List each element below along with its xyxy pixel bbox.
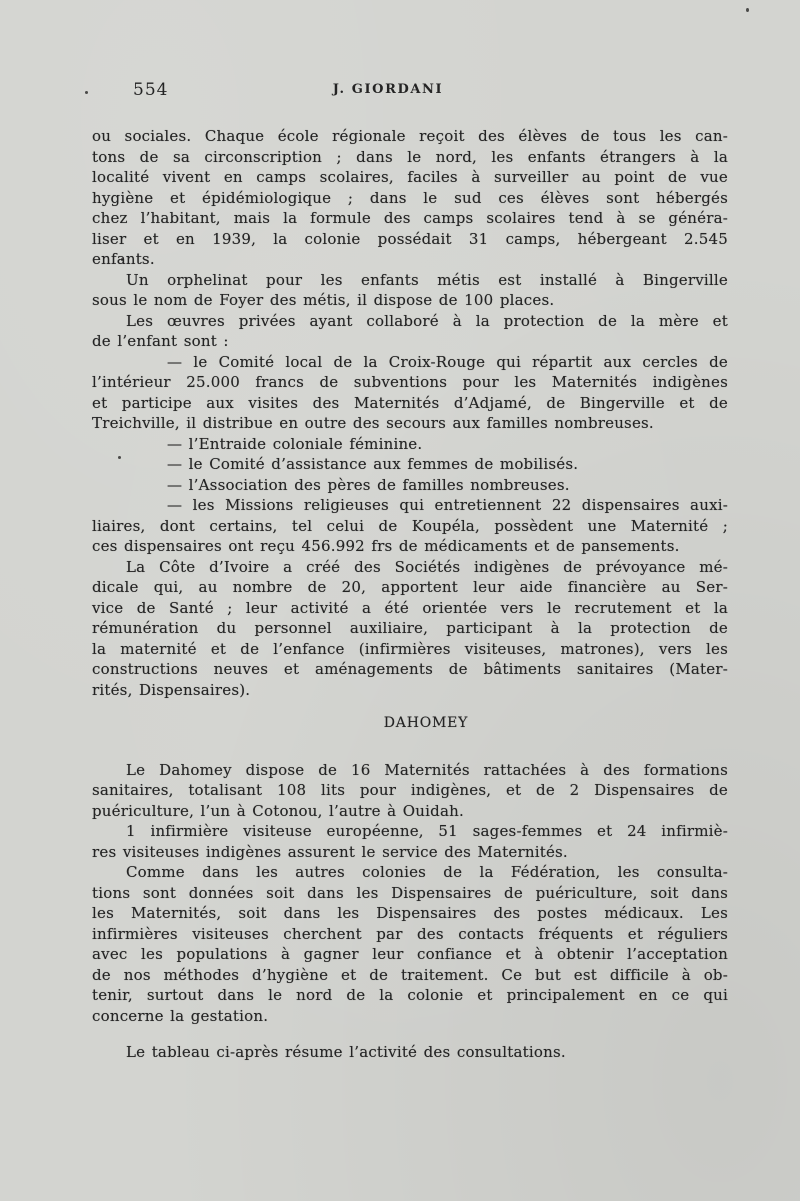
text-line: Le Dahomey dispose de 16 Maternités rattachées à des formations: [126, 760, 728, 779]
text-line: — l’Association des pères de familles nombreuses.: [167, 475, 570, 494]
text-line: — les Missions religieuses qui entretiennent 22 dispensaires auxi-: [167, 496, 728, 514]
text-line: tenir, surtout dans le nord de la colonie et principalement en ce qui: [92, 986, 728, 1004]
section-heading: DAHOMEY: [383, 715, 469, 731]
text-line: tons de sa circonscription ; dans le nord, les enfants étrangers à la: [92, 147, 728, 166]
text-line: les Maternités, soit dans les Dispensaires des postes médicaux. Les: [92, 904, 728, 922]
text-line: ou sociales. Chaque école régionale reçoit des élèves de tous les can-: [92, 127, 728, 145]
text-line: de l’enfant sont :: [92, 332, 229, 350]
text-line: et participe aux visites des Maternités d’Adjamé, de Bingerville et de: [92, 393, 728, 412]
text-line: La Côte d’Ivoire a créé des Sociétés indigènes de prévoyance mé-: [126, 557, 728, 576]
page-body: [92, 126, 728, 1063]
text-line: Un orphelinat pour les enfants métis est installé à Bingerville: [126, 270, 728, 289]
text-line: infirmières visiteuses cherchent par des contacts fréquents et réguliers: [92, 924, 728, 943]
text-line: liser et en 1939, la colonie possédait 31 camps, hébergeant 2.545: [92, 229, 728, 248]
text-line: — le Comité local de la Croix-Rouge qui répartit aux cercles de: [167, 352, 728, 371]
text-line: ces dispensaires ont reçu 456.992 frs de médicaments et de pansements.: [92, 537, 680, 555]
text-line: hygiène et épidémiologique ; dans le sud ces élèves sont hébergés: [92, 188, 728, 207]
text-line: — le Comité d’assistance aux femmes de mobilisés.: [167, 455, 579, 473]
text-line: liaires, dont certains, tel celui de Koupéla, possèdent une Maternité ;: [92, 516, 728, 535]
text-line: Les œuvres privées ayant collaboré à la protection de la mère et: [126, 311, 728, 330]
text-line: sous le nom de Foyer des métis, il dispose de 100 places.: [92, 291, 555, 309]
text-line: Comme dans les autres colonies de la Fédération, les consulta-: [126, 863, 728, 881]
page-header: [0, 80, 800, 102]
text-line: tions sont données soit dans les Dispensaires de puériculture, soit dans: [92, 883, 728, 902]
text-line: avec les populations à gagner leur confiance et à obtenir l’acceptation: [92, 945, 728, 963]
text-line: Treichville, il distribue en outre des secours aux familles nombreuses.: [92, 414, 654, 432]
text-line: localité vivent en camps scolaires, faciles à surveiller au point de vue: [92, 168, 728, 186]
text-line: concerne la gestation.: [92, 1006, 269, 1025]
text-line: rités, Dispensaires).: [92, 680, 251, 699]
text-line: chez l’habitant, mais la formule des camps scolaires tend à se généra-: [92, 209, 728, 227]
text-line: vice de Santé ; leur activité a été orientée vers le recrutement et la: [92, 598, 728, 617]
text-line: de nos méthodes d’hygiène et de traitement. Ce but est difficile à ob-: [92, 965, 728, 984]
text-line: l’intérieur 25.000 francs de subventions pour les Maternités indigènes: [92, 373, 728, 391]
text-line: rémunération du personnel auxiliaire, participant à la protection de: [92, 619, 728, 637]
page-number: 554: [133, 80, 169, 100]
running-title: J. GIORDANI: [332, 82, 444, 97]
text-line: puériculture, l’un à Cotonou, l’autre à Ouidah.: [92, 801, 464, 820]
text-line: Le tableau ci-après résume l’activité des consultations.: [126, 1043, 566, 1061]
text-line: constructions neuves et aménagements de bâtiments sanitaires (Mater-: [92, 660, 728, 678]
text-line: enfants.: [92, 250, 155, 268]
ink-speck: [746, 8, 749, 12]
text-line: dicale qui, au nombre de 20, apportent leur aide financière au Ser-: [92, 578, 728, 596]
text-line: sanitaires, totalisant 108 lits pour indigènes, et de 2 Dispensaires de: [92, 781, 728, 799]
text-line: — l’Entraide coloniale féminine.: [167, 434, 423, 453]
text-line: res visiteuses indigènes assurent le service des Maternités.: [92, 842, 568, 861]
text-line: 1 infirmière visiteuse européenne, 51 sages-femmes et 24 infirmiè-: [126, 822, 728, 840]
text-line: la maternité et de l’enfance (infirmières visiteuses, matrones), vers les: [92, 639, 728, 658]
